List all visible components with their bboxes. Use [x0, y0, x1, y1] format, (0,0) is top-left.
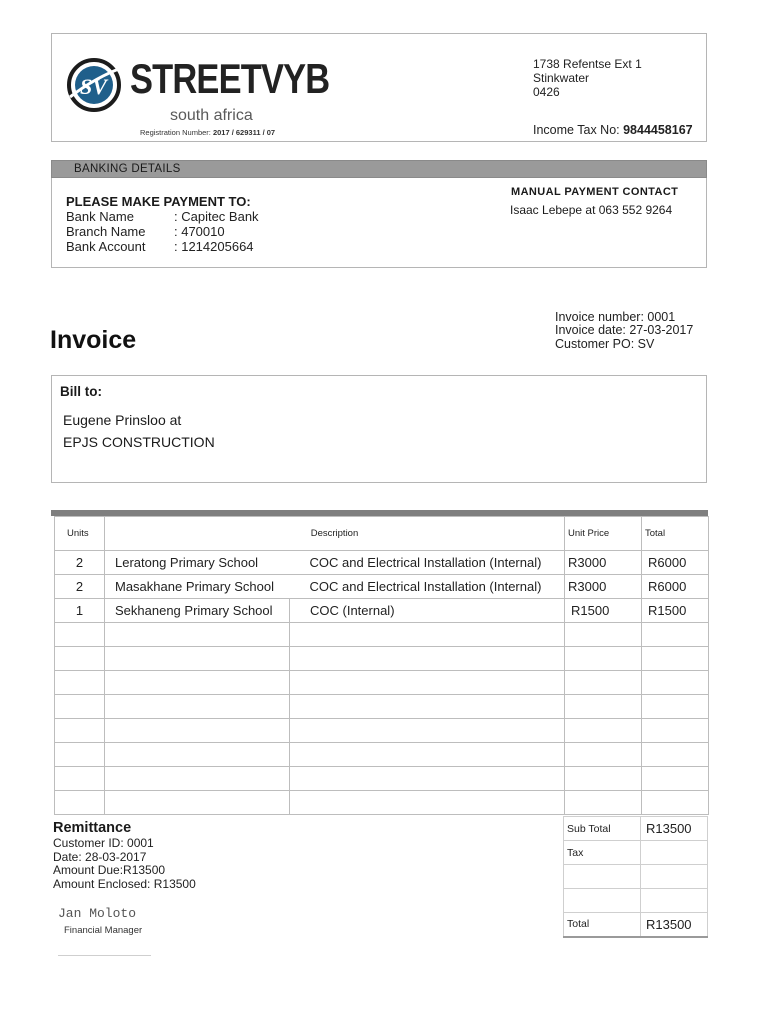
bill-to-label: Bill to:	[60, 384, 102, 399]
registration-number	[140, 128, 275, 137]
header-unit-price: Unit Price	[565, 517, 642, 551]
row-unit-price: R3000	[565, 551, 642, 575]
total-value: R13500	[641, 913, 708, 937]
company-subtitle: south africa	[170, 107, 253, 124]
row-units: 2	[55, 575, 105, 599]
income-tax-number	[533, 123, 693, 137]
branch-name-value: : 470010	[174, 224, 225, 239]
bill-to-name: Eugene Prinsloo at	[63, 412, 182, 428]
table-row	[55, 551, 709, 575]
registration-value: 2017 / 629311 / 07	[212, 128, 276, 137]
empty-row	[55, 671, 709, 695]
branch-name-label: Branch Name	[66, 224, 146, 239]
empty-row	[55, 623, 709, 647]
address-line-3: 0426	[533, 85, 560, 99]
row-service: COC and Electrical Installation (Internal)	[290, 575, 565, 599]
empty-row	[55, 743, 709, 767]
subtotal-value: R13500	[641, 817, 708, 841]
items-header-row	[55, 517, 709, 551]
bank-name-label: Bank Name	[66, 209, 134, 224]
remittance-amount-enclosed: Amount Enclosed: R13500	[53, 877, 196, 891]
empty-row	[55, 767, 709, 791]
tax-label: Tax	[564, 841, 641, 865]
tax-row	[564, 841, 708, 865]
totals-table	[563, 816, 708, 938]
invoice-date: Invoice date: 27-03-2017	[555, 323, 694, 337]
header-description: Description	[105, 517, 565, 551]
row-total: R6000	[642, 575, 709, 599]
signer-title: Financial Manager	[64, 925, 143, 936]
payment-to-title: PLEASE MAKE PAYMENT TO:	[66, 194, 251, 209]
company-address	[533, 57, 642, 99]
tax-value	[641, 841, 708, 865]
row-unit-price: R1500	[565, 599, 642, 623]
total-row	[564, 913, 708, 937]
address-line-2: Stinkwater	[533, 71, 590, 85]
subtotal-label: Sub Total	[564, 817, 641, 841]
address-line-1: 1738 Refentse Ext 1	[533, 57, 642, 71]
manual-payment-title: MANUAL PAYMENT CONTACT	[511, 186, 679, 198]
empty-row	[55, 647, 709, 671]
remittance-title: Remittance	[53, 820, 132, 836]
bill-to-company: EPJS CONSTRUCTION	[63, 434, 215, 450]
branch-name-row	[66, 224, 225, 239]
income-tax-value: 9844458167	[623, 123, 693, 137]
row-service: COC and Electrical Installation (Internal)	[290, 551, 565, 575]
empty-row	[55, 695, 709, 719]
manual-payment-contact: Isaac Lebepe at 063 552 9264	[510, 203, 673, 217]
signature: Jan Moloto	[58, 906, 137, 921]
empty-row	[564, 865, 708, 889]
company-brand-name: STREETVYB	[130, 55, 330, 102]
bank-name-row	[66, 209, 259, 224]
company-logo-icon	[66, 57, 126, 113]
registration-label: Registration Number:	[140, 128, 213, 137]
empty-row	[55, 719, 709, 743]
row-school: Leratong Primary School	[105, 551, 290, 575]
table-row	[55, 575, 709, 599]
bank-account-row	[66, 239, 254, 254]
invoice-number: Invoice number: 0001	[555, 310, 676, 324]
bank-account-value: : 1214205664	[174, 239, 254, 254]
table-row	[55, 599, 709, 623]
logo-initials: SV	[80, 74, 107, 99]
customer-po: Customer PO: SV	[555, 337, 655, 351]
bill-to-box	[51, 375, 707, 483]
remittance-customer-id: Customer ID: 0001	[53, 836, 154, 850]
remittance-amount-due: Amount Due:R13500	[53, 863, 166, 877]
header-total: Total	[642, 517, 709, 551]
row-unit-price: R3000	[565, 575, 642, 599]
income-tax-label: Income Tax No:	[533, 123, 624, 137]
empty-row	[564, 889, 708, 913]
header-units: Units	[55, 517, 105, 551]
row-total: R1500	[642, 599, 709, 623]
subtotal-row	[564, 817, 708, 841]
empty-row	[55, 791, 709, 815]
remittance-date: Date: 28-03-2017	[53, 850, 147, 864]
items-table	[54, 516, 709, 815]
row-total: R6000	[642, 551, 709, 575]
row-units: 1	[55, 599, 105, 623]
row-service: COC (Internal)	[290, 599, 565, 623]
bank-account-label: Bank Account	[66, 239, 146, 254]
bank-name-value: : Capitec Bank	[174, 209, 259, 224]
invoice-title: Invoice	[50, 326, 137, 354]
row-school: Masakhane Primary School	[105, 575, 290, 599]
banking-header-title: BANKING DETAILS	[74, 163, 181, 175]
total-label: Total	[564, 913, 641, 937]
row-units: 2	[55, 551, 105, 575]
row-school: Sekhaneng Primary School	[105, 599, 290, 623]
signature-line	[58, 955, 151, 956]
